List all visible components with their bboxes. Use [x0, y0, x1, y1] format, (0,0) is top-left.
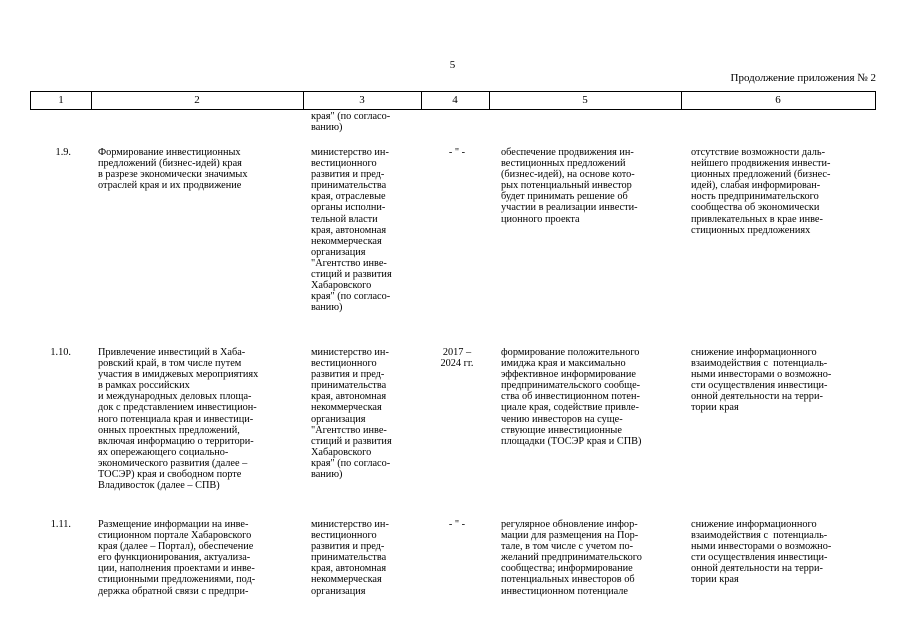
row-executor: министерство ин- вестиционного развития и пред- принимательства края, автономная некоммерческая организация "Агентство инве- стиций и развития Хабаровского края" (по согласо- ванию) — [311, 347, 392, 481]
row-activity: Формирование инвестиционных предложений (бизнес-идей) края в разрезе экономически значимых отраслей края и их продвижение — [98, 147, 248, 192]
header-cell-2: 2 — [194, 94, 200, 106]
row-result: обеспечение продвижения ин- вестиционных предложений (бизнес-идей), на основе кото- рых потенциальный инвестор будет принимать решение об участии в реализации инвести- ционного проекта — [501, 147, 638, 225]
row-risk: отсутствие возможности даль- нейшего продвижения инвести- ционных предложений (бизнес- идей), слабая информирован- ность предпринимательского сообщества об экономически привлекательных в крае инве- стиционных предложениях — [691, 147, 831, 236]
row-activity: Размещение информации на инве- стиционном портале Хабаровского края (далее – Портал), обеспечение его функционирования, актуализа- ции, наполнения проектами и инве- стиционными предложениями, под- держка обратной связи с предпри- — [98, 519, 256, 597]
row-executor: министерство ин- вестиционного развития и пред- принимательства края, автономная некоммерческая организация — [311, 519, 389, 597]
row-result: формирование положительного имиджа края и максимально эффективное информирование предпринимательского сообще- ства об инвестиционном потен- циале края, содействие привле- чению инвесторов на суще- ствующие инвестиционные площадки (ТОСЭР края и СПВ) — [501, 347, 642, 447]
header-cell-3: 3 — [359, 94, 365, 106]
row-number: 1.11. — [50, 519, 71, 530]
header-cell-1: 1 — [58, 94, 64, 106]
carry-over-executor: края" (по согласо- ванию) — [311, 111, 391, 134]
row-executor: министерство ин- вестиционного развития и пред- принимательства края, отраслевые органы исполни- тельной власти края, автономная некоммерческая организация "Агентство инве- стиций и развития Хабаровского края" (по согласо- ванию) — [311, 147, 392, 314]
page-number: 5 — [449, 59, 456, 71]
row-activity: Привлечение инвестиций в Хаба- ровский край, в том числе путем участия в имиджевых мероприятиях в рамках российских и международных деловых площа- док с представлением инвестицион- ного потенциала края и инвестици- онных проектных предложений, включая информацию о территори- ях опережающего социально- экономического развития (далее – ТОСЭР) края и свободном порте Владивосток (далее – СПВ) — [98, 347, 259, 492]
table-header-row — [30, 91, 876, 110]
row-number: 1.9. — [55, 147, 71, 158]
continuation-note: Продолжение приложения № 2 — [730, 72, 876, 84]
row-risk: снижение информационного взаимодействия с потенциаль- ными инвесторами о возможно- сти осуществления инвестици- онной деятельности на терри- тории края — [691, 519, 832, 586]
row-risk: снижение информационного взаимодействия с потенциаль- ными инвесторами о возможно- сти осуществления инвестици- онной деятельности на терри- тории края — [691, 347, 832, 414]
header-cell-4: 4 — [452, 94, 458, 106]
row-dates: - " - — [448, 519, 466, 530]
header-cell-5: 5 — [582, 94, 588, 106]
header-cell-6: 6 — [775, 94, 781, 106]
row-number: 1.10. — [50, 347, 71, 358]
row-result: регулярное обновление инфор- мации для размещения на Пор- тале, в том числе с учетом по- желаний предпринимательского сообщества; информирование потенциальных инвесторов об инвестиционном потенциале — [501, 519, 642, 597]
row-dates: - " - — [448, 147, 466, 158]
row-dates: 2017 – 2024 гг. — [440, 347, 474, 370]
